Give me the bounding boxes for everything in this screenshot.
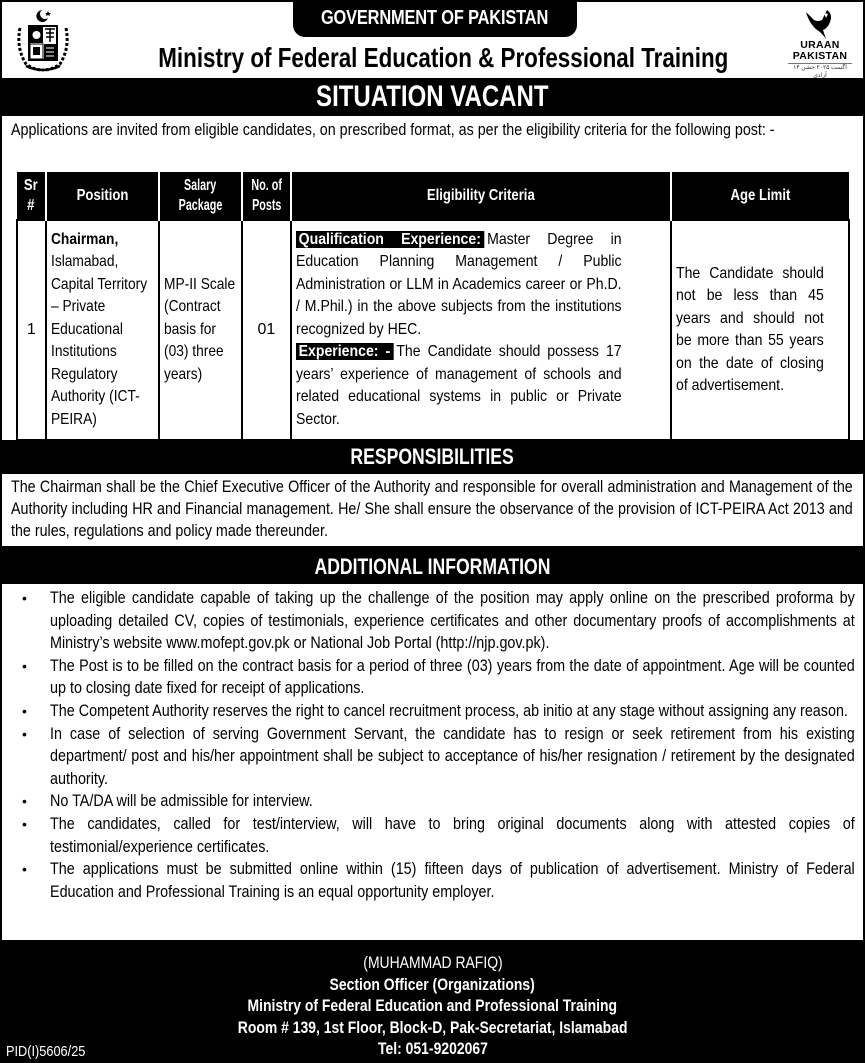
bullet-icon: •: [22, 657, 27, 674]
pid-number: PID(I)5606/25: [6, 1043, 86, 1060]
list-item: • The Post is to be filled on the contract basis for a period of three (03) years from the date of appointment. Age will be counted up to closing date fixed for receipt of applications.: [22, 656, 855, 698]
experience-label: Experience: -: [296, 343, 394, 360]
uraan-line2: PAKISTAN: [792, 50, 848, 62]
additional-info-heading: ADDITIONAL INFORMATION: [314, 554, 551, 579]
responsibilities-section: [2, 474, 863, 546]
ministry-title: Ministry of Federal Education & Professional Training: [158, 42, 729, 73]
position-detail: Islamabad, Capital Territory – Private Educational Institutions Regulatory Authority (ICT-PEIRA): [50, 253, 147, 428]
uraan-line1: URAAN: [800, 39, 840, 51]
table-row: [17, 220, 849, 440]
list-item: • The Competent Authority reserves the right to cancel recruitment process, ab initio at any stage without assigning any reason.: [12, 700, 855, 723]
experience-text: The Candidate should possess 17 years’ experience of management of schools and related educational systems in public or Private Sector.: [295, 343, 622, 428]
main-section: [2, 116, 863, 440]
header-posts: No. of Posts: [242, 172, 291, 220]
header: [2, 2, 863, 78]
uraan-pakistan-logo: [782, 8, 858, 79]
bullet-icon: •: [22, 725, 27, 742]
responsibilities-text: The Chairman shall be the Chief Executive Officer of the Authority and responsible for overall administration and Management of the Authority including HR and Financial management. He/ She shall ensure the observance of the provision of ICT-PEIRA Act 2013 and the rules, regulations and policy made thereunder.: [11, 478, 853, 540]
cell-age-limit: The Candidate should not be less than 45 years and should not be more than 55 years on the date of closing of advertisement.: [671, 220, 849, 440]
list-item: • The candidates, called for test/interview, will have to bring original documents along with attested copies of testimonial/experience certificates.: [22, 814, 855, 856]
cell-salary: MP-II Scale (Contract basis for (03) three years): [159, 220, 242, 440]
footer-signature: [0, 952, 865, 1063]
state-emblem-icon: [12, 8, 74, 74]
bullet-icon: •: [22, 793, 27, 810]
footer-telephone: Tel: 051-9202067: [377, 1039, 488, 1058]
list-item: • No TA/DA will be admissible for interview.: [12, 790, 855, 813]
bullet-icon: •: [22, 590, 27, 606]
situation-vacant-heading: SITUATION VACANT: [316, 80, 549, 113]
government-title: GOVERNMENT OF PAKISTAN: [321, 7, 549, 29]
responsibilities-heading: RESPONSIBILITIES: [350, 444, 515, 469]
list-item: • In case of selection of serving Government Servant, the candidate has to resign or seek retirement from his existing department/ post and his/her appointment shall be subject to acceptance of his/her resignation / retirement by the designated authority.: [22, 724, 855, 788]
list-item: • The applications must be submitted online within (15) fifteen days of publication of advertisement. Ministry of Federal Education and Professional Training is an equal opportunity employer.: [22, 860, 855, 901]
additional-info-list: [12, 587, 855, 903]
government-banner: [293, 2, 577, 37]
bullet-icon: •: [22, 815, 27, 832]
position-title: Chairman,: [50, 230, 118, 248]
footer-address: Room # 139, 1st Floor, Block-D, Pak-Secretariat, Islamabad: [237, 1017, 628, 1037]
bullet-icon: •: [22, 702, 27, 719]
header-age: Age Limit: [671, 172, 849, 220]
header-salary: Salary Package: [159, 172, 242, 220]
bird-icon: [800, 8, 840, 40]
footer-ministry: Ministry of Federal Education and Professional Training: [247, 996, 618, 1015]
additional-info-section: [2, 584, 863, 940]
qualification-label: Qualification Experience:: [296, 231, 484, 248]
bullet-icon: •: [22, 861, 27, 878]
cell-position: [46, 220, 159, 440]
qualification-text: Master Degree in Education Planning Management / Public Administration or LLM in Academics career or Ph.D. / M.Phil.) in the above subjects from the institutions recognized by HEC.: [295, 230, 622, 338]
vacancy-table: [16, 172, 850, 441]
header-position: Position: [46, 172, 159, 220]
officer-designation: Section Officer (Organizations): [329, 974, 536, 994]
header-sr: Sr #: [17, 172, 46, 220]
list-item: • The eligible candidate capable of taking up the challenge of the position may apply online on the prescribed proforma by uploading detailed CV, copies of testimonials, experience certificates and other documentary proofs of accomplishments at Ministry’s website www.mofept.gov.pk or National Job Portal (http://njp.gov.pk).: [22, 589, 855, 653]
uraan-tagline: ۱۴ اگست ۲۰۲۵ جشن آزادی: [788, 63, 852, 80]
table-header-row: [17, 172, 849, 220]
officer-name: (MUHAMMAD RAFIQ): [362, 953, 503, 972]
cell-eligibility: [291, 220, 671, 440]
intro-text: Applications are invited from eligible candidates, on prescribed format, as per the eligibility criteria for the following post: -: [11, 120, 775, 139]
cell-posts: 01: [242, 220, 291, 440]
cell-sr: 1: [17, 220, 46, 440]
header-eligibility: Eligibility Criteria: [291, 172, 671, 220]
